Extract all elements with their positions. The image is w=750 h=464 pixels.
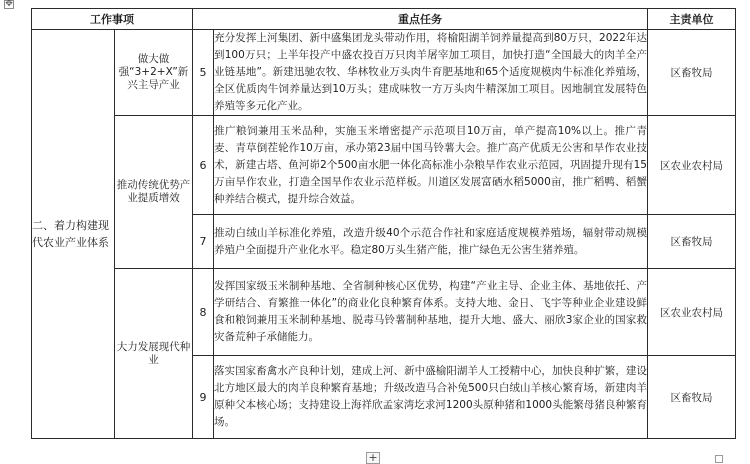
header-responsible-unit: 主责单位 [648,9,736,30]
unit-cell: 区农业农村局 [648,269,736,356]
row-number: 6 [193,116,214,215]
work-task-table [31,8,736,439]
table-move-handle[interactable]: ✥ [5,0,13,9]
group-cell: 大力发展现代种业 [115,269,193,439]
row-number: 8 [193,269,214,356]
row-number: 5 [193,30,214,116]
insert-row-button[interactable]: + [366,452,380,464]
unit-cell: 区畜牧局 [648,30,736,116]
table-row [32,30,736,116]
header-key-tasks: 重点任务 [193,9,648,30]
task-cell: 推广粮饲兼用玉米品种，实施玉米增密提产示范项目10万亩，单产提高10%以上。推广青麦、青草倒茬轮作10万亩，承办第23届中国马铃薯大会。推广高产优质无公害和旱作农业技术，新建古塔、鱼河峁2个500亩水肥一体化高标准小杂粮旱作农业示范园，巩固提升现有15万亩旱作农业，打造全国旱作农业示范样板。川道区发展富硒水稻5000亩，推广稻鸭、稻蟹种养结合模式，提升综合效益。 [214,116,648,215]
table-row [32,116,736,215]
task-cell: 落实国家畜禽水产良种计划，建成上河、新中盛榆阳湖羊人工授精中心，加快良种扩繁，建设北方地区最大的肉羊良种繁育基地；升级改造马合补兔500只白绒山羊核心繁育场，新建肉羊原种父本核心场；支持建设上海祥欣孟家湾圪求河1200头原种猪和1000头能繁母猪良种繁育场。 [214,356,648,439]
task-cell: 充分发挥上河集团、新中盛集团龙头带动作用，将榆阳湖羊饲养量提高到80万只，2022年达到100万只；上半年投产中盛农投百万只肉羊屠宰加工项目，加快打造“全国最大的肉羊全产业链基地”。新建迅驰农牧、华林牧业万头肉牛育肥基地和65个适度规模肉牛标准化养殖场，全区优质肉牛饲养量达到10万头；建成味牧一方万头肉牛精深加工项目。因地制宜发展特色养殖等多元化产业。 [214,30,648,116]
unit-cell: 区畜牧局 [648,215,736,269]
unit-cell: 区畜牧局 [648,356,736,439]
group-cell: 做大做强“3+2+X”新兴主导产业 [115,30,193,116]
row-number: 9 [193,356,214,439]
table-header-row [32,9,736,30]
row-number: 7 [193,215,214,269]
group-cell: 推动传统优势产业提质增效 [115,116,193,269]
table-row [32,269,736,356]
category-cell: 二、着力构建现代农业产业体系 [32,30,115,439]
header-work-items: 工作事项 [32,9,193,30]
unit-cell: 区农业农村局 [648,116,736,215]
task-cell: 发挥国家级玉米制种基地、全省制种核心区优势，构建“产业主导、企业主体、基地依托、产学研结合、育繁推一体化”的商业化良种繁育体系。支持大地、金日、飞宇等种业企业建设鲜食和粮饲兼用玉米制种基地、脱毒马铃薯制种基地，提升大地、盛大、丽欣3家企业的国家救灾备荒种子承储能力。 [214,269,648,356]
task-cell: 推动白绒山羊标准化养殖，改造升级40个示范合作社和家庭适度规模养殖场，辐射带动规模养殖户全面提升产业化水平。稳定80万头生猪产能，推广绿色无公害生猪养殖。 [214,215,648,269]
table-resize-handle[interactable] [715,455,723,463]
